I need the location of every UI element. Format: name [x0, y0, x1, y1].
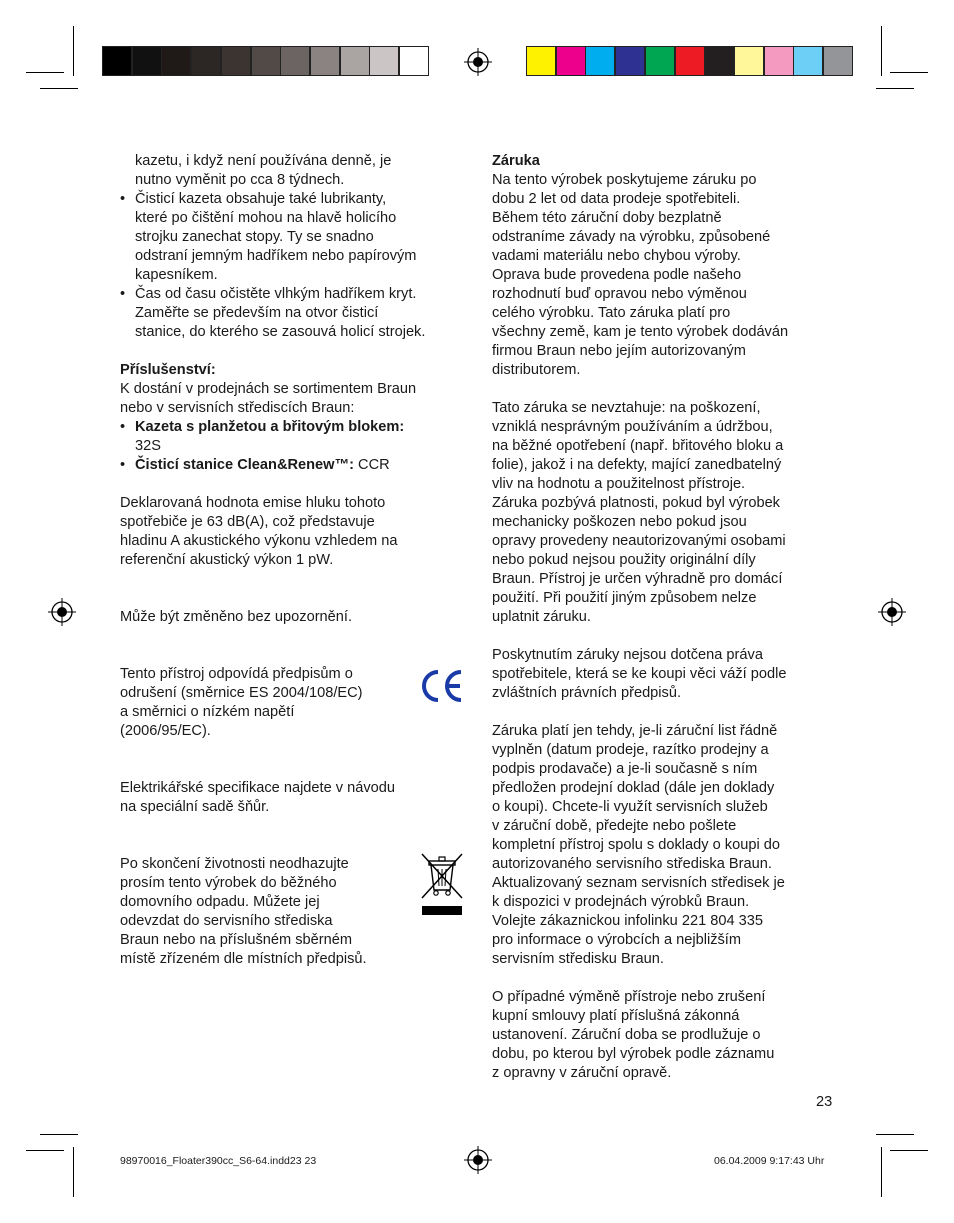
text-line: kompletní přístroj spolu s doklady o koupi do	[492, 837, 780, 853]
color-swatch	[764, 46, 794, 76]
gray-swatch	[369, 46, 399, 76]
crop-mark	[26, 1150, 64, 1151]
text-line: předložen prodejní doklad (dále jen doklady	[492, 780, 775, 796]
text-line: vyplněn (datum prodeje, razítko prodejny a	[492, 742, 769, 758]
warranty-paragraph	[492, 988, 842, 1083]
text-line: všechny země, kam je tento výrobek dodáván	[492, 324, 789, 340]
crop-mark	[876, 88, 914, 89]
text-line: celého výrobku. Tato záruka platí pro	[492, 305, 731, 321]
text-line: Poskytnutím záruky nejsou dotčena práva	[492, 647, 763, 663]
text-line: o koupi). Chcete-li využít servisních služeb	[492, 799, 768, 815]
text-line: Během této záruční doby bezplatně	[492, 210, 722, 226]
crop-mark	[881, 1147, 882, 1197]
warranty-paragraph	[492, 722, 842, 969]
registration-mark-icon	[48, 598, 76, 626]
text-line: zvláštních právních předpisů.	[492, 685, 682, 701]
accessory-item: • Kazeta s planžetou a břitovým blokem: 32S	[120, 419, 405, 454]
gray-swatch	[280, 46, 310, 76]
text-line: vadami materiálu nebo chybou výroby.	[492, 248, 741, 264]
change-notice: Může být změněno bez upozornění.	[120, 609, 353, 625]
text-line: uplatnit záruku.	[492, 609, 591, 625]
warranty-paragraph	[492, 646, 842, 703]
crop-mark	[73, 26, 74, 76]
color-swatch	[645, 46, 675, 76]
text-line: Na tento výrobek poskytujeme záruku po	[492, 172, 757, 188]
text-line: Oprava bude provedena podle našeho	[492, 267, 742, 283]
list-item: • Čisticí kazeta obsahuje také lubrikanty, které po čištění mohou na hlavě holicího strojku zanechat stopy. Ty se snadno odstraní jemným hadříkem nebo papírovým kapesníkem.	[120, 191, 417, 283]
registration-mark-icon	[464, 1146, 492, 1174]
text-line: odstraníme závady na výrobku, způsobené	[492, 229, 771, 245]
gray-swatch	[132, 46, 162, 76]
text-line: Volejte zákaznickou infolinku 221 804 335	[492, 913, 763, 929]
disposal-paragraph: Po skončení životnosti neodhazujte prosím tento výrobek do běžného domovního odpadu. Můžete jej odevzdat do servisního střediska Braun nebo na příslušném sběrném místě zřízeném dle místních předpisů.	[120, 856, 367, 967]
text-line: Záruka platí jen tehdy, je-li záruční list řádně	[492, 723, 778, 739]
text-line: k dispozici v prodejnách výrobků Braun.	[492, 894, 750, 910]
text-line: autorizovaného servisního střediska Braun.	[492, 856, 772, 872]
gray-swatch	[191, 46, 221, 76]
color-swatch	[526, 46, 556, 76]
text-line: Tato záruka se nevztahuje: na poškození,	[492, 400, 761, 416]
crop-mark	[890, 1150, 928, 1151]
text-line: na běžné opotřebení (např. břitového bloku a	[492, 438, 784, 454]
text-line: pro informace o výrobcích a nejbližším	[492, 932, 742, 948]
gray-swatch	[102, 46, 132, 76]
list-item: • Čas od času očistěte vlhkým hadříkem kryt. Zaměřte se především na otvor čisticí stanice, do kterého se zasouvá holicí strojek.	[120, 286, 426, 340]
text-line: nebo pokud nejsou použity originální díly	[492, 552, 756, 568]
crop-mark	[890, 72, 928, 73]
text-line: použití. Při použití jiným způsobem nelze	[492, 590, 757, 606]
bullet-icon: •	[120, 457, 126, 473]
text-line: dobu 2 let od data prodeje spotřebiteli.	[492, 191, 741, 207]
slug-filename: 98970016_Floater390cc_S6-64.indd23 23	[120, 1155, 317, 1167]
crop-mark	[40, 1134, 78, 1135]
crossed-bin-icon	[420, 852, 464, 918]
warranty-column	[492, 152, 842, 1083]
accessories-heading: Příslušenství:	[120, 362, 216, 378]
text-line: kupní smlouvy platí příslušná zákonná	[492, 1008, 740, 1024]
text-line: vzniklá nesprávným používáním a údržbou,	[492, 419, 773, 435]
bullet-icon: •	[120, 419, 126, 435]
text-line: z opravny v záruční opravě.	[492, 1065, 672, 1081]
text-line: mechanicky poškozen nebo pokud jsou	[492, 514, 747, 530]
color-swatch	[823, 46, 853, 76]
text-line: Aktualizovaný seznam servisních středisek je	[492, 875, 785, 891]
text-line: dobu, po kterou byl výrobek podle záznamu	[492, 1046, 775, 1062]
text-line: servisním středisku Braun.	[492, 951, 664, 967]
text-line: Záruka pozbývá platnosti, pokud byl výrobek	[492, 495, 780, 511]
accessory-item: • Čisticí stanice Clean&Renew™: CCR	[120, 457, 390, 473]
warranty-paragraph	[492, 399, 842, 627]
bullet-icon: •	[120, 191, 126, 207]
text-line: v záruční době, předejte nebo pošlete	[492, 818, 737, 834]
text-line: firmou Braun nebo jejím autorizovaným	[492, 343, 746, 359]
left-column: kazetu, i když není používána denně, je nutno vyměnit po cca 8 týdnech. • Čisticí kazeta obsahuje také lubrikanty, které po čištění mohou na hlavě holicího strojku zanechat stopy. Ty se snadno odstraní jemným hadříkem nebo papírovým kapesníkem. • Čas od času očistěte vlhkým hadříkem kryt. Zaměřte se především na otvor čisticí stanice, do kterého se zasouvá holicí strojek. Příslušenství: K dostání v prodejnách se sortimentem Braun nebo v servisních střediscích Braun: • Kazeta s planžetou a břitovým blokem: 32S • Čisticí stanice Clean&Renew™: CCR Deklarovaná hodnota emise hluku tohoto spotřebiče je 63 dB(A), což představuje hladinu A akustického výkonu vzhledem na referenční akustický výkon 1 pW. Může být změněno bez upozornění. Tento přístroj odpovídá předpisům o odrušení (směrnice ES 2004/108/EC) a směrnici o nízkém napětí (2006/95/EC). Elektrikářské specifikace najdete v návodu na speciální sadě šňůr. Po skončení životnosti neodhazujte prosím tento výrobek do běžného domovního odpadu. Můžete jej odevzdat do servisního střediska Braun nebo na příslušném sběrném místě zřízeném dle místních předpisů.	[120, 152, 470, 969]
text-line: opravy provedeny neautorizovanými osobami	[492, 533, 786, 549]
electrical-paragraph: Elektrikářské specifikace najdete v návodu na speciální sadě šňůr.	[120, 780, 395, 815]
crop-mark	[881, 26, 882, 76]
gray-swatch	[221, 46, 251, 76]
text-line: rozhodnutí buď opravou nebo výměnou	[492, 286, 747, 302]
gray-swatch	[310, 46, 340, 76]
text-line: spotřebitele, která se ke koupi věci váží podle	[492, 666, 787, 682]
bullet-icon: •	[120, 286, 126, 302]
color-swatch	[793, 46, 823, 76]
color-swatch	[615, 46, 645, 76]
text-line: podpis prodavače) a je-li současně s ním	[492, 761, 758, 777]
ce-mark-icon	[418, 668, 464, 704]
text-line: O případné výměně přístroje nebo zrušení	[492, 989, 766, 1005]
text-line: distributorem.	[492, 362, 581, 378]
color-swatch	[556, 46, 586, 76]
crop-mark	[73, 1147, 74, 1197]
gray-swatch	[161, 46, 191, 76]
color-swatch	[734, 46, 764, 76]
color-swatch	[585, 46, 615, 76]
gray-swatch	[340, 46, 370, 76]
crop-mark	[26, 72, 64, 73]
warranty-heading: Záruka	[492, 153, 540, 169]
ce-paragraph: Tento přístroj odpovídá předpisům o odrušení (směrnice ES 2004/108/EC) a směrnici o nízkém napětí (2006/95/EC).	[120, 666, 363, 739]
gray-swatch	[251, 46, 281, 76]
registration-mark-icon	[464, 48, 492, 76]
color-swatch	[704, 46, 734, 76]
noise-paragraph: Deklarovaná hodnota emise hluku tohoto spotřebiče je 63 dB(A), což představuje hladinu A akustického výkonu vzhledem na referenční akustický výkon 1 pW.	[120, 495, 398, 568]
slug-timestamp: 06.04.2009 9:17:43 Uhr	[714, 1155, 825, 1167]
text-line: folie), jakož i na defekty, mající zanedbatelný	[492, 457, 782, 473]
crop-mark	[40, 88, 78, 89]
text-line: vliv na hodnotu a použitelnost přístroje.	[492, 476, 746, 492]
crop-mark	[876, 1134, 914, 1135]
color-swatch	[675, 46, 705, 76]
text-line: ustanovení. Záruční doba se prodlužuje o	[492, 1027, 761, 1043]
warranty-paragraph	[492, 171, 842, 380]
registration-mark-icon	[878, 598, 906, 626]
page-number: 23	[816, 1094, 833, 1110]
text-line: Braun. Přístroj je určen výhradně pro domácí	[492, 571, 783, 587]
gray-swatch	[399, 46, 429, 76]
intro-paragraph: kazetu, i když není používána denně, je nutno vyměnit po cca 8 týdnech.	[135, 153, 392, 188]
